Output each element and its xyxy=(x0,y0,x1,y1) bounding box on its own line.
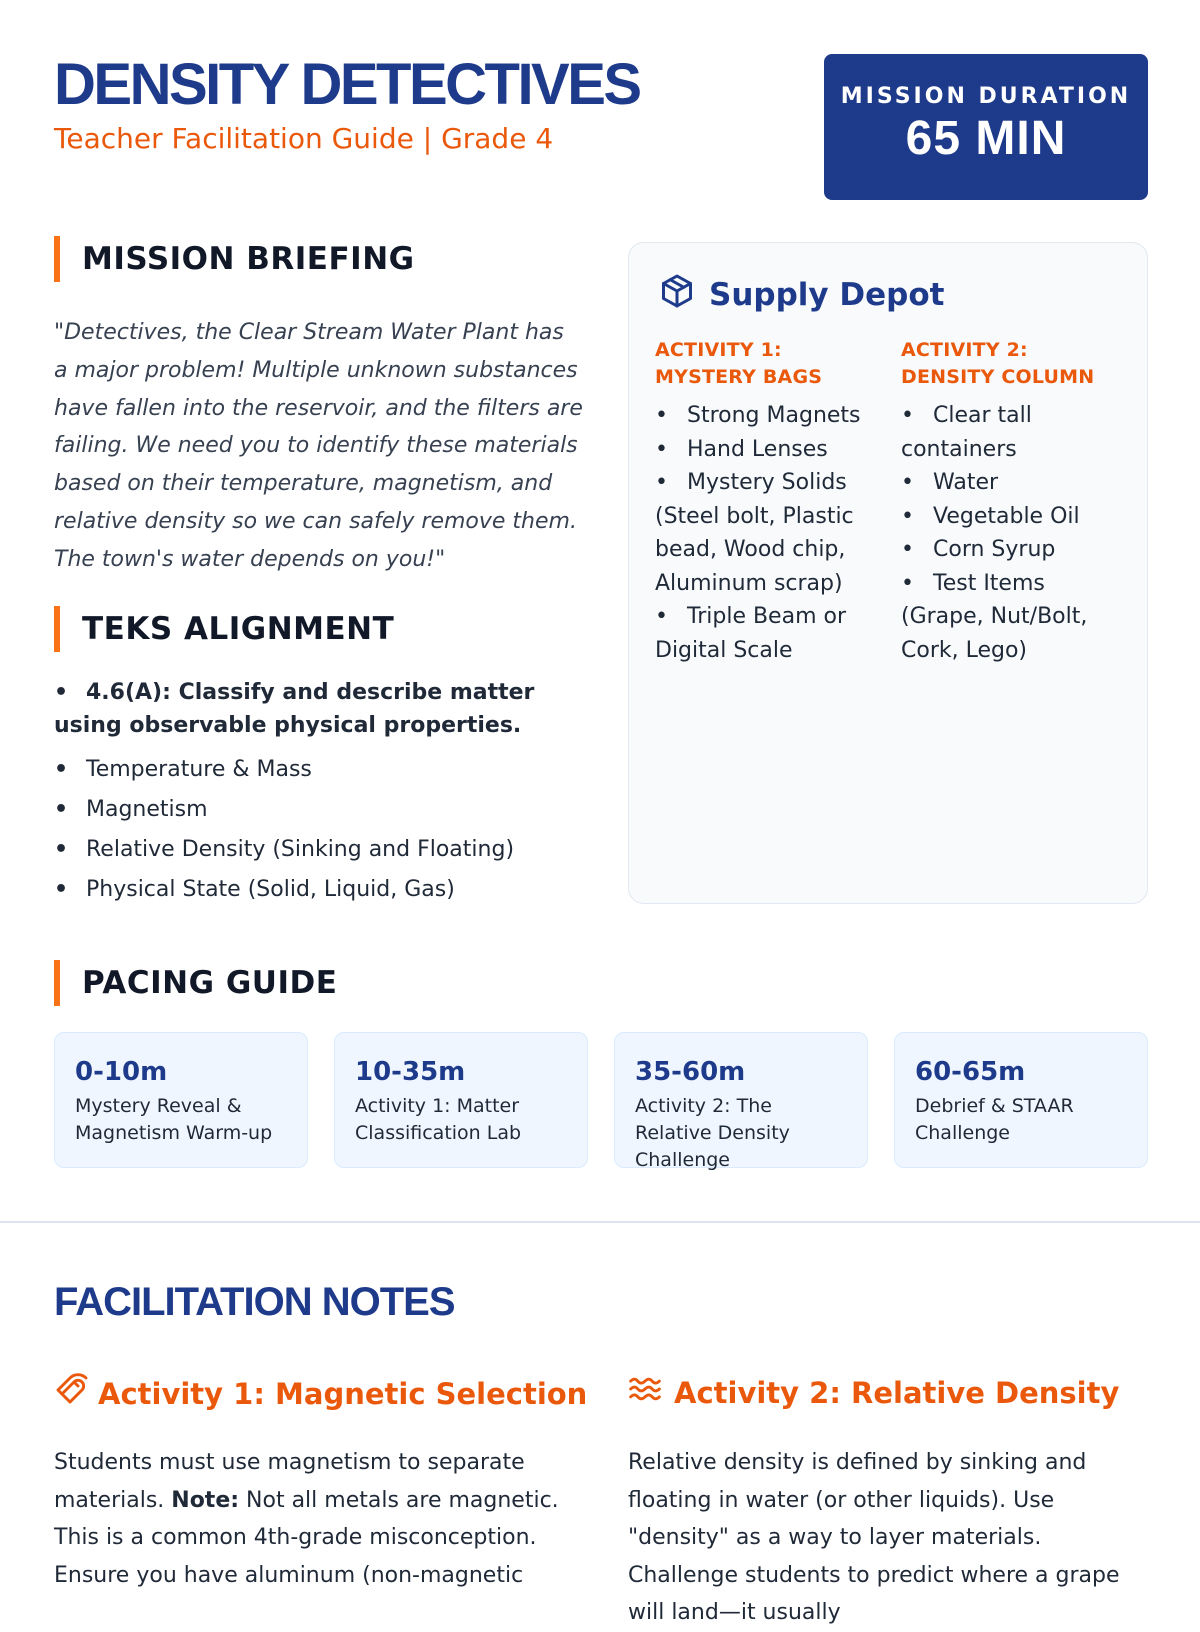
supply-list xyxy=(655,399,875,667)
page-title: DENSITY DETECTIVES xyxy=(54,52,640,117)
teks-alignment-heading: TEKS ALIGNMENT xyxy=(54,606,394,652)
supply-depot-panel xyxy=(628,242,1148,904)
teks-featured-standard: • 4.6(A): Classify and describe matter using observable physical properties. xyxy=(54,676,594,742)
pacing-time: 35-60m xyxy=(635,1057,746,1087)
magnet-icon xyxy=(54,1374,86,1413)
pacing-card xyxy=(334,1032,588,1168)
teks-item: • Physical State (Solid, Liquid, Gas) xyxy=(54,870,594,910)
pacing-time: 60-65m xyxy=(915,1057,1026,1087)
mission-briefing-heading: MISSION BRIEFING xyxy=(54,236,415,282)
mission-briefing-text: "Detectives, the Clear Stream Water Plant has a major problem! Multiple unknown substances have fallen into the reservoir, and the filters are failing. We need you to identify these materials based on their temperature, magnetism, and relative density so we can safely remove them. The town's water depends on you!" xyxy=(54,320,583,572)
supply-depot-title xyxy=(659,273,944,317)
pacing-card xyxy=(54,1032,308,1168)
pacing-description: Activity 2: The Relative Density Challenge xyxy=(635,1095,790,1171)
box-icon xyxy=(659,273,695,317)
supply-item: • Corn Syrup xyxy=(901,533,1119,567)
pacing-description: Debrief & STAAR Challenge xyxy=(915,1095,1074,1144)
waves-icon xyxy=(628,1374,662,1411)
pacing-card xyxy=(894,1032,1148,1168)
supply-list xyxy=(901,399,1119,667)
supply-item: • Test Items (Grape, Nut/Bolt, Cork, Lego) xyxy=(901,567,1119,668)
supply-item: • Hand Lenses xyxy=(655,433,875,467)
supply-item: • Triple Beam or Digital Scale xyxy=(655,600,875,667)
activity-1-heading xyxy=(54,1374,587,1413)
activity-1-text-continued: Not all metals are magnetic. This is a common 4th-grade misconception. Ensure you have aluminum (non-magnetic xyxy=(54,1487,559,1588)
page-subtitle: Teacher Facilitation Guide | Grade 4 xyxy=(54,122,554,155)
supply-item: • Water xyxy=(901,466,1119,500)
supply-column-heading: ACTIVITY 2: DENSITY COLUMN xyxy=(901,339,1095,388)
pacing-card xyxy=(614,1032,868,1171)
supply-item: • Clear tall containers xyxy=(901,399,1119,466)
activity-1-note-label: Note: xyxy=(171,1487,240,1513)
supply-depot-label: Supply Depot xyxy=(709,277,945,313)
teks-item: • Temperature & Mass xyxy=(54,750,594,790)
duration-value: 65 MIN xyxy=(905,112,1067,165)
supply-item: • Strong Magnets xyxy=(655,399,875,433)
teks-item: • Relative Density (Sinking and Floating) xyxy=(54,830,594,870)
activity-1-text: Students must use magnetism to separate materials. xyxy=(54,1450,525,1513)
activity-2-body: Relative density is defined by sinking and floating in water (or other liquids). Use "density" as a way to layer materials. Challenge students to predict where a grape will land—it usually xyxy=(628,1450,1120,1625)
activity-2-heading xyxy=(628,1374,1119,1411)
supply-item: • Vegetable Oil xyxy=(901,500,1119,534)
pacing-time: 0-10m xyxy=(75,1057,168,1087)
pacing-description: Mystery Reveal & Magnetism Warm-up xyxy=(75,1095,273,1144)
activity-1-body xyxy=(54,1444,594,1594)
pacing-time: 10-35m xyxy=(355,1057,466,1087)
activity-1-title: Activity 1: Magnetic Selection xyxy=(98,1376,588,1411)
pacing-guide-heading: PACING GUIDE xyxy=(54,960,337,1006)
supply-column-activity-2 xyxy=(901,337,1119,667)
supply-column-activity-1 xyxy=(655,337,875,667)
mission-duration-badge xyxy=(824,54,1148,200)
activity-2-title: Activity 2: Relative Density xyxy=(674,1375,1120,1410)
facilitation-notes-title: FACILITATION NOTES xyxy=(54,1280,455,1324)
duration-label: MISSION DURATION xyxy=(840,84,1132,109)
teks-item: • Magnetism xyxy=(54,790,594,830)
supply-item: • Mystery Solids (Steel bolt, Plastic bead, Wood chip, Aluminum scrap) xyxy=(655,466,875,600)
page-header xyxy=(54,52,1148,202)
teks-list xyxy=(54,676,594,910)
section-divider xyxy=(0,1221,1200,1223)
pacing-description: Activity 1: Matter Classification Lab xyxy=(355,1095,522,1144)
supply-column-heading: ACTIVITY 1: MYSTERY BAGS xyxy=(655,339,823,388)
